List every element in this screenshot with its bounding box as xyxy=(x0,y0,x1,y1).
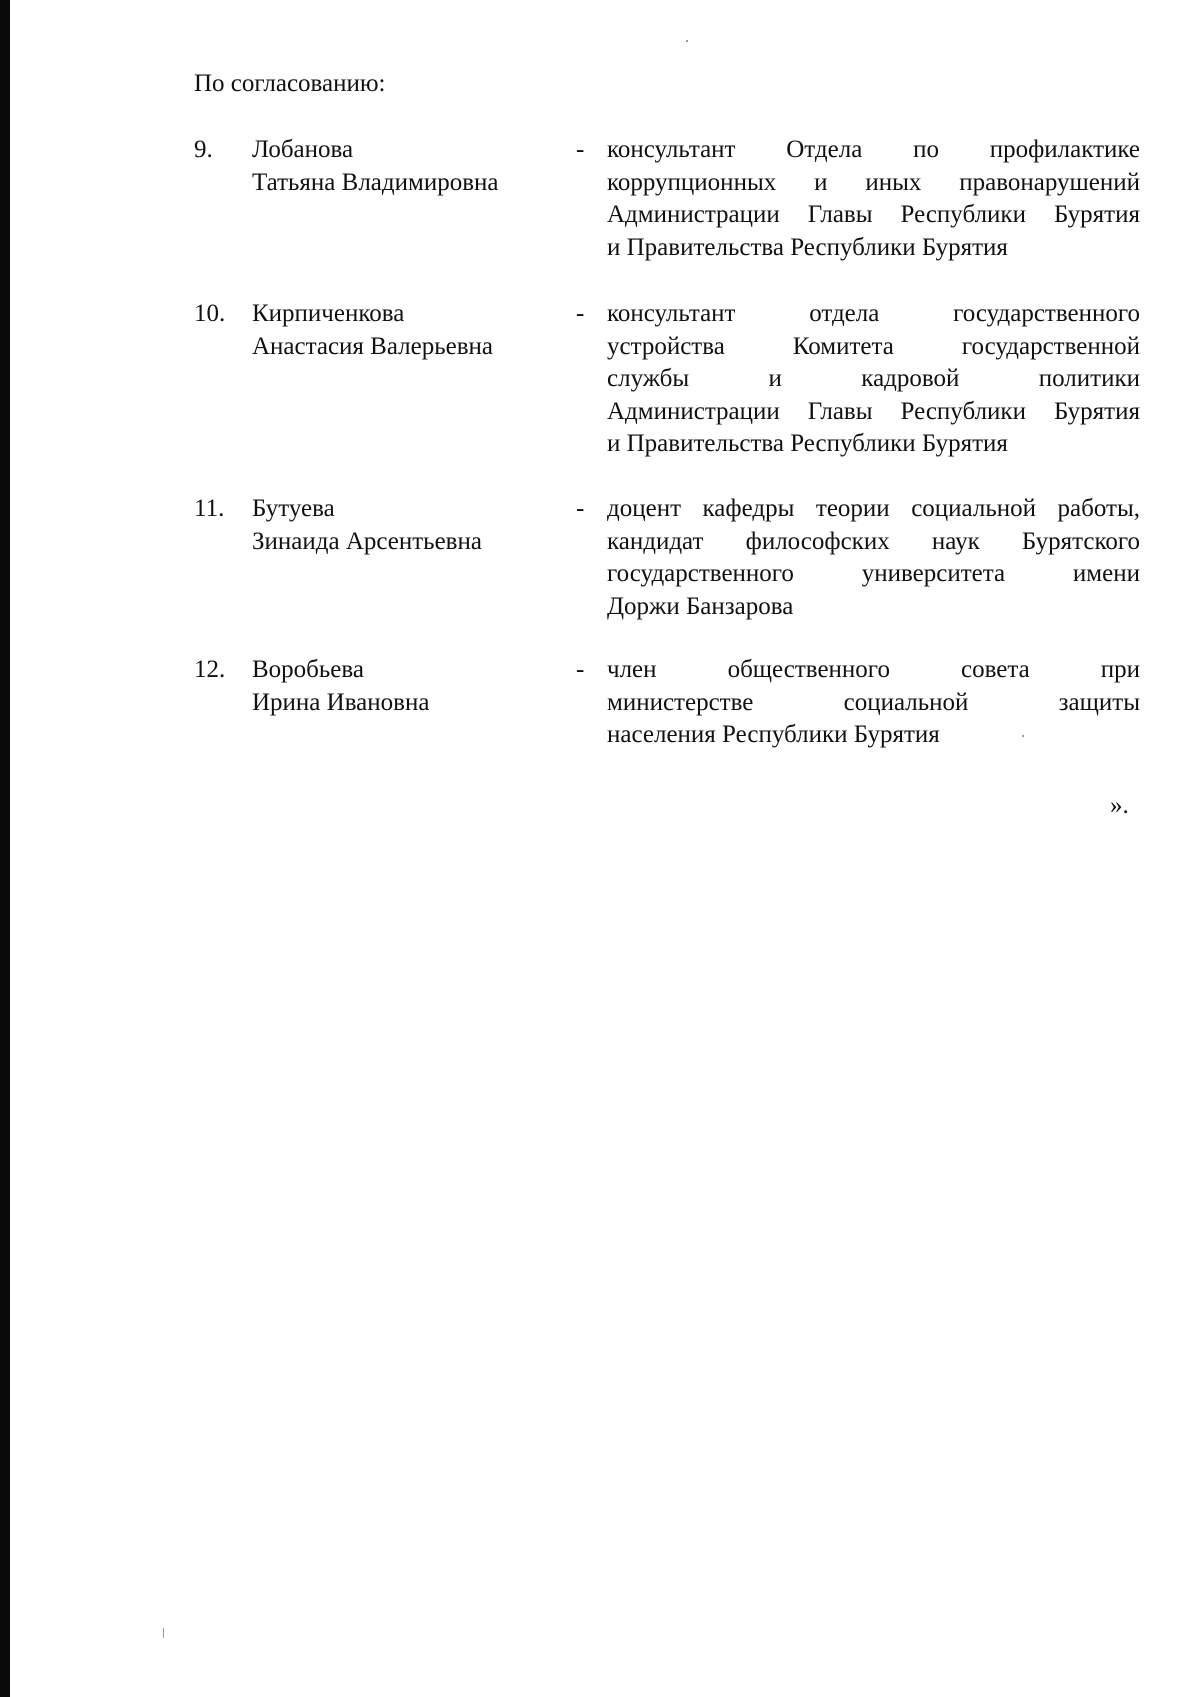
entry-dash: - xyxy=(576,495,585,522)
member-given-names: Ирина Ивановна xyxy=(252,688,430,716)
member-surname: Воробьева xyxy=(252,656,364,683)
entry-dash: - xyxy=(576,300,585,327)
position-line: консультант Отдела по профилактике xyxy=(607,136,1140,163)
position-line: коррупционных и иных правонарушений xyxy=(607,168,1140,196)
position-line: населения Республики Бурятия xyxy=(607,721,940,748)
position-line: министерстве социальной защиты xyxy=(607,688,1140,716)
entry-dash: - xyxy=(576,136,585,163)
position-line: службы и кадровой политики xyxy=(607,365,1140,392)
page-heading: По согласованию: xyxy=(194,70,386,97)
member-surname: Кирпиченкова xyxy=(252,300,405,327)
scan-edge-border xyxy=(0,0,10,1697)
member-position xyxy=(607,134,1140,264)
position-line: и Правительства Республики Бурятия xyxy=(607,430,1008,457)
member-name xyxy=(252,298,562,363)
member-name xyxy=(252,654,562,719)
member-position xyxy=(607,493,1140,623)
position-line: кандидат философских наук Бурятского xyxy=(607,527,1140,555)
position-line: член общественного совета при xyxy=(607,656,1140,683)
member-surname: Бутуева xyxy=(252,495,335,522)
position-line: Администрации Главы Республики Бурятия xyxy=(607,201,1140,228)
entry-dash: - xyxy=(576,656,585,683)
position-line: доцент кафедры теории социальной работы, xyxy=(607,495,1140,522)
member-name xyxy=(252,493,562,558)
member-position xyxy=(607,654,1140,752)
position-line: и Правительства Республики Бурятия xyxy=(607,233,1008,261)
entry-number: 11. xyxy=(194,495,225,522)
entry-number: 10. xyxy=(194,300,226,327)
scan-speck xyxy=(163,1628,164,1638)
member-given-names: Зинаида Арсентьевна xyxy=(252,527,482,555)
entry-number: 9. xyxy=(194,136,213,163)
member-given-names: Анастасия Валерьевна xyxy=(252,332,494,360)
position-line: Администрации Главы Республики Бурятия xyxy=(607,397,1140,425)
position-line: государственного университета имени xyxy=(607,560,1140,587)
scan-speck xyxy=(686,40,688,42)
member-name xyxy=(252,134,562,199)
scan-speck xyxy=(1022,735,1024,737)
position-line: устройства Комитета государственной xyxy=(607,332,1140,360)
closing-quote: ». xyxy=(1110,792,1129,819)
position-line: консультант отдела государственного xyxy=(607,300,1140,327)
entry-number: 12. xyxy=(194,656,226,683)
position-line: Доржи Банзарова xyxy=(607,592,794,620)
member-surname: Лобанова xyxy=(252,136,354,163)
member-given-names: Татьяна Владимировна xyxy=(252,168,499,196)
member-position xyxy=(607,298,1140,461)
